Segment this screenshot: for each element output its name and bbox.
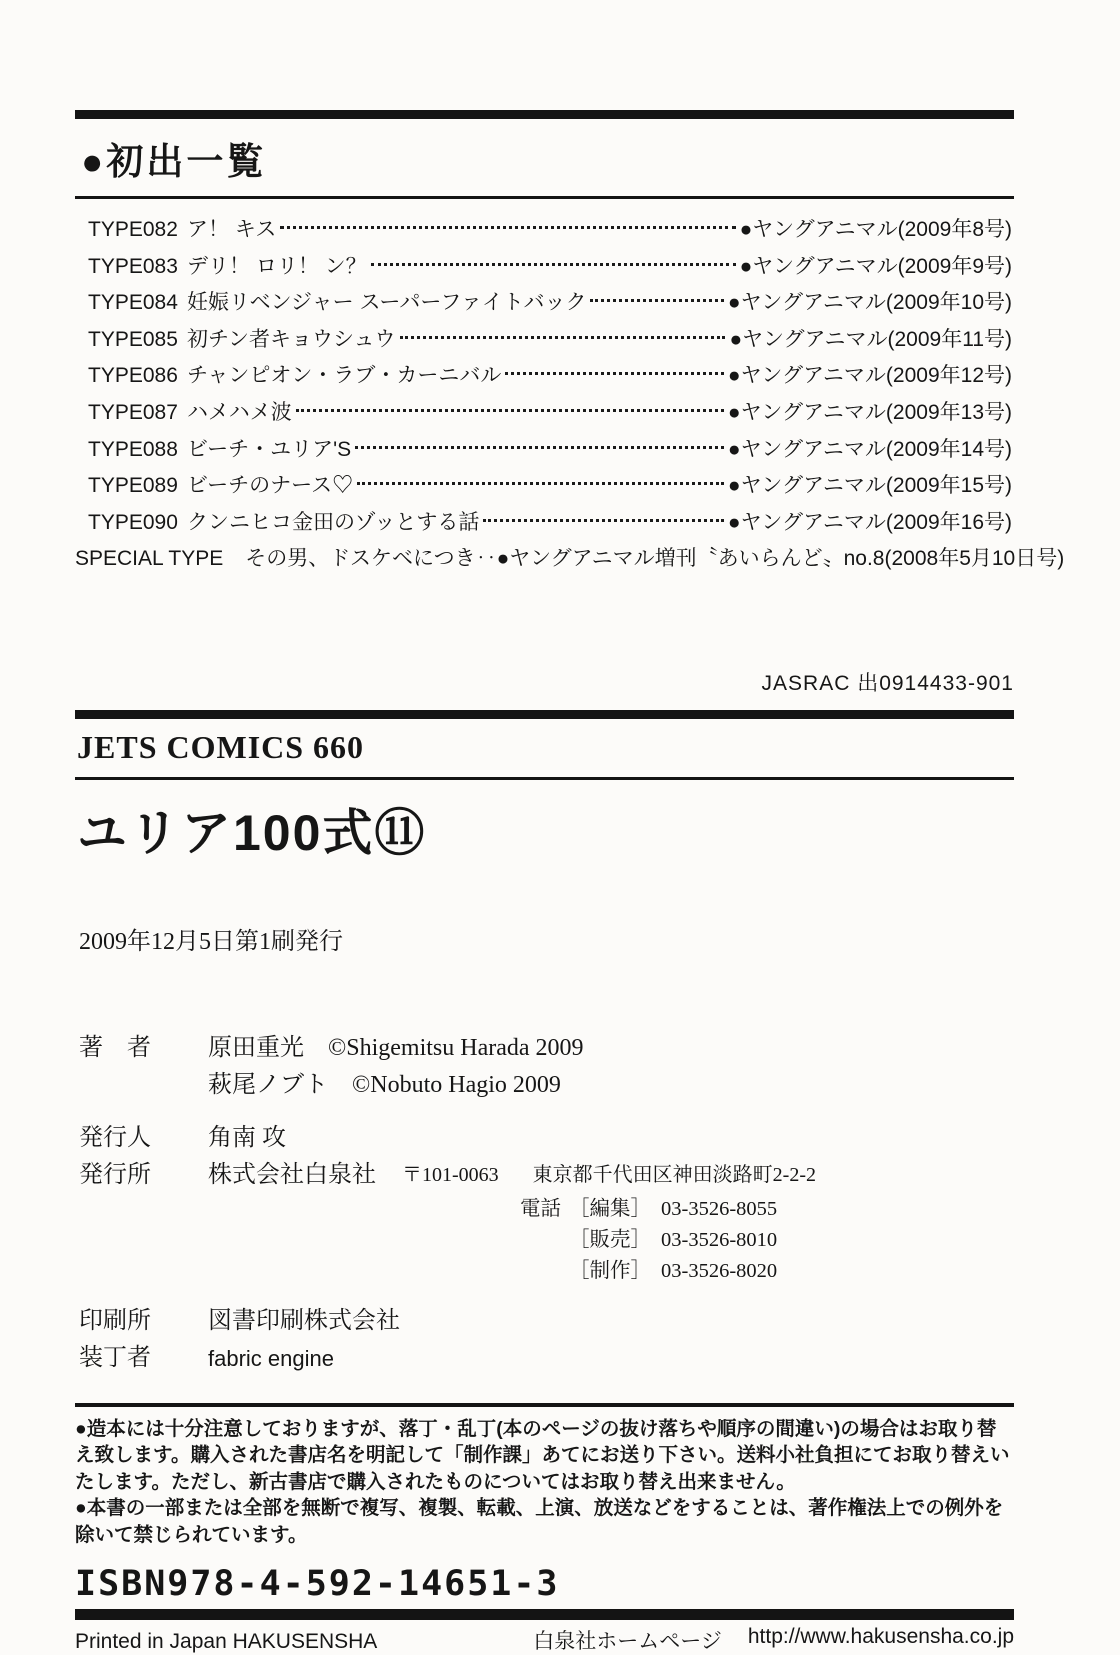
phone-dept: ［制作］ [569,1259,651,1282]
episode-title: 初チン者キョウシュウ [187,327,396,351]
episode-code: SPECIAL TYPE [75,547,224,571]
dot-leader [296,409,724,412]
episode-code: TYPE089 [88,474,178,498]
list-item [88,506,1012,543]
printer-row [79,1303,1014,1340]
section-title: ●初出一覧 [81,141,267,182]
list-item-special [75,542,1065,579]
episode-title: その男、ドスケベにつき‥ [245,547,497,571]
dot-leader [400,336,726,339]
episode-code: TYPE090 [88,510,178,534]
dot-leader [357,482,724,485]
dot-leader [371,263,736,266]
designer-row [79,1340,1014,1377]
publication-source: ●ヤングアニマル(2009年10号) [727,291,1012,315]
author-name: 萩尾ノブト ©Nobuto Hagio 2009 [208,1071,561,1098]
credits-block [75,1030,1014,1377]
printer-name: 図書印刷株式会社 [208,1307,400,1334]
list-item [88,396,1012,433]
list-item [88,213,1012,250]
designer-label: 装丁者 [79,1344,151,1371]
book-title: ユリア100式⑪ [77,804,427,861]
phone-label: 電話 [520,1197,561,1220]
episode-title: チャンピオン・ラブ・カーニバル [187,364,502,388]
list-item [88,433,1012,470]
series-name: JETS COMICS 660 [77,728,365,765]
publisher-person-label: 発行人 [79,1124,151,1151]
homepage-url: http://www.hakusensha.co.jp [747,1625,1014,1649]
phone-number: 03-3526-8055 [661,1197,778,1220]
notice-copyright: ●本書の一部または全部を無断で複写、複製、転載、上演、放送などをすることは、著作権法上での例外を除いて禁じられています。 [75,1497,1004,1546]
episode-title: クンニヒコ金田のゾッとする話 [187,510,480,534]
phone-dept: ［販売］ [569,1228,651,1251]
list-item [88,286,1012,323]
episode-title: デリ！ ロリ！ ン？ [187,254,367,278]
list-item [88,469,1012,506]
publication-source: ●ヤングアニマル増刊〝あいらんど〟no.8(2008年5月10日号) [496,547,1065,571]
publication-source: ●ヤングアニマル(2009年13号) [727,400,1012,424]
author-name: 原田重光 ©Shigemitsu Harada 2009 [208,1034,584,1061]
publication-source: ●ヤングアニマル(2009年12号) [727,364,1012,388]
episode-code: TYPE084 [88,291,178,315]
first-publication-list [75,199,1065,579]
phone-row [520,1194,1014,1225]
designer-name: fabric engine [208,1345,334,1371]
publisher-name: 株式会社白泉社 [208,1161,376,1188]
publication-source: ●ヤングアニマル(2009年8号) [739,218,1012,241]
publisher-row [79,1157,1014,1194]
dot-leader [280,226,735,229]
publisher-person-name: 角南 攻 [208,1124,286,1151]
episode-title: 妊娠リベンジャー スーパーファイトバック [187,291,587,315]
author-row [79,1067,1014,1104]
phone-block [520,1194,1014,1287]
list-item [88,359,1012,396]
episode-code: TYPE087 [88,400,178,424]
series-underline [75,777,1014,780]
episode-code: TYPE082 [88,218,178,241]
episode-title: ハメハメ波 [187,400,292,424]
publication-source: ●ヤングアニマル(2009年16号) [727,510,1012,534]
printed-in-japan: Printed in Japan HAKUSENSHA [75,1630,378,1654]
dot-leader [355,446,724,449]
publisher-label: 発行所 [79,1161,151,1188]
phone-number: 03-3526-8020 [661,1259,778,1282]
top-divider-bar [75,110,1014,119]
isbn-number: ISBN978-4-592-14651-3 [75,1564,560,1605]
footer-divider-bar [75,1609,1014,1620]
imprint-divider-bar [75,710,1014,719]
phone-row [520,1225,1014,1256]
episode-title: ア！ キス [187,218,277,241]
publisher-person-row [79,1120,1014,1157]
homepage-label: 白泉社ホームページ [533,1630,722,1654]
printer-label: 印刷所 [79,1307,151,1334]
dot-leader [483,519,724,522]
dot-leader [505,372,724,375]
list-item [88,250,1012,287]
publisher-address: 東京都千代田区神田淡路町2-2-2 [532,1163,816,1186]
episode-code: TYPE086 [88,364,178,388]
author-label: 著 者 [79,1034,151,1061]
phone-row [520,1256,1014,1287]
episode-title: ビーチのナース♡ [187,474,354,498]
notice-replacement: ●造本には十分注意しておりますが、落丁・乱丁(本のページの抜け落ちや順序の間違い)の場合はお取り替え致します。購入された書店名を明記して「制作課」あてにお送り下さい。送料小社負担にてお取り替えいたします。ただし、新古書店で購入されたものについてはお取り替え出来ません。 [75,1417,1010,1493]
edition-date: 2009年12月5日第1刷発行 [79,928,343,955]
author-row [79,1030,1014,1067]
legal-notices [75,1407,1014,1549]
phone-dept: ［編集］ [569,1197,651,1220]
list-item [88,323,1012,360]
dot-leader [590,299,723,302]
episode-code: TYPE085 [88,327,178,351]
publication-source: ●ヤングアニマル(2009年15号) [727,474,1012,498]
publication-source: ●ヤングアニマル(2009年9号) [739,254,1012,278]
episode-title: ビーチ・ユリア'S [187,437,352,461]
footer [75,1620,1014,1655]
phone-number: 03-3526-8010 [661,1228,778,1251]
episode-code: TYPE083 [88,254,178,278]
publication-source: ●ヤングアニマル(2009年14号) [727,437,1012,461]
publication-source: ●ヤングアニマル(2009年11号) [729,327,1012,351]
episode-code: TYPE088 [88,437,178,461]
jasrac-number: JASRAC 出0914433-901 [761,671,1014,695]
postal-code: 〒101-0063 [402,1163,499,1186]
